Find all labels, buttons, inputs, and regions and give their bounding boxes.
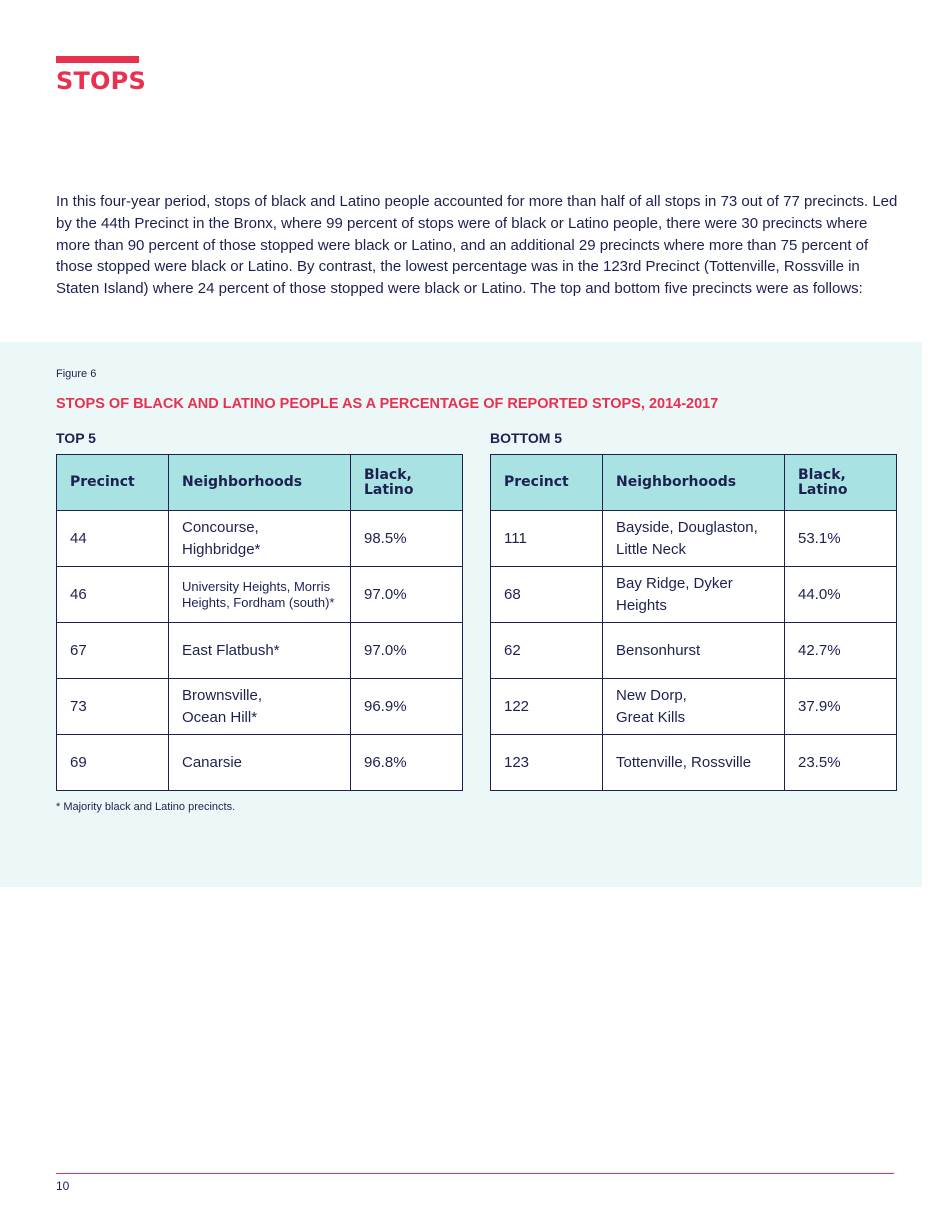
percent-cell: 96.8% <box>351 735 463 791</box>
figure-label: Figure 6 <box>56 368 97 380</box>
percent-cell: 53.1% <box>785 511 897 567</box>
table-row <box>57 511 463 567</box>
neighborhoods-cell: New Dorp, Great Kills <box>603 679 785 735</box>
precinct-cell: 111 <box>491 511 603 567</box>
precinct-cell: 122 <box>491 679 603 735</box>
precinct-cell: 73 <box>57 679 169 735</box>
bottom5-table <box>490 454 897 791</box>
precinct-cell: 62 <box>491 623 603 679</box>
neighborhoods-cell: Tottenville, Rossville <box>603 735 785 791</box>
precinct-cell: 67 <box>57 623 169 679</box>
percent-cell: 23.5% <box>785 735 897 791</box>
neighborhoods-cell: University Heights, Morris Heights, Fordham (south)* <box>169 567 351 623</box>
neighborhoods-cell: Brownsville, Ocean Hill* <box>169 679 351 735</box>
table-row <box>57 679 463 735</box>
percent-cell: 97.0% <box>351 623 463 679</box>
bottom5-heading: BOTTOM 5 <box>490 430 563 446</box>
neighborhoods-cell: Bayside, Douglaston, Little Neck <box>603 511 785 567</box>
table-header-row <box>57 455 463 511</box>
percent-cell: 96.9% <box>351 679 463 735</box>
table-row <box>57 735 463 791</box>
header-black-latino: Black, Latino <box>351 455 463 511</box>
table-row <box>57 567 463 623</box>
section-title: STOPS <box>56 67 146 95</box>
header-precinct: Precinct <box>57 455 169 511</box>
percent-cell: 44.0% <box>785 567 897 623</box>
footer-rule <box>56 1173 894 1174</box>
neighborhoods-cell: Bay Ridge, Dyker Heights <box>603 567 785 623</box>
top5-heading: TOP 5 <box>56 430 96 446</box>
accent-bar <box>56 56 139 63</box>
header-black-latino: Black, Latino <box>785 455 897 511</box>
precinct-cell: 123 <box>491 735 603 791</box>
neighborhoods-cell: East Flatbush* <box>169 623 351 679</box>
page-number: 10 <box>56 1179 70 1193</box>
intro-paragraph: In this four-year period, stops of black and Latino people accounted for more than half of all stops in 73 out of 77 precincts. Led by the 44th Precinct in the Bronx, where 99 percent of stops were of black or Latino people, there were 30 precincts where more than 90 percent of those stopped were black or Latino, and an additional 29 precincts where more than 75 percent of those stopped were black or Latino. By contrast, the lowest percentage was in the 123rd Precinct (Tottenville, Rossville in Staten Island) where 24 percent of those stopped were black or Latino. The top and bottom five precincts were as follows: <box>56 193 898 298</box>
top5-table <box>56 454 463 791</box>
percent-cell: 97.0% <box>351 567 463 623</box>
percent-cell: 98.5% <box>351 511 463 567</box>
figure-footnote: * Majority black and Latino precincts. <box>56 801 236 813</box>
table-header-row <box>491 455 897 511</box>
table-row <box>57 623 463 679</box>
percent-cell: 37.9% <box>785 679 897 735</box>
precinct-cell: 46 <box>57 567 169 623</box>
precinct-cell: 68 <box>491 567 603 623</box>
table-row <box>491 567 897 623</box>
table-row <box>491 735 897 791</box>
table-row <box>491 679 897 735</box>
percent-cell: 42.7% <box>785 623 897 679</box>
neighborhoods-cell: Bensonhurst <box>603 623 785 679</box>
figure-title: STOPS OF BLACK AND LATINO PEOPLE AS A PERCENTAGE OF REPORTED STOPS, 2014-2017 <box>56 396 719 412</box>
header-precinct: Precinct <box>491 455 603 511</box>
header-neighborhoods: Neighborhoods <box>169 455 351 511</box>
header-neighborhoods: Neighborhoods <box>603 455 785 511</box>
precinct-cell: 44 <box>57 511 169 567</box>
table-row <box>491 511 897 567</box>
neighborhoods-cell: Canarsie <box>169 735 351 791</box>
precinct-cell: 69 <box>57 735 169 791</box>
neighborhoods-cell: Concourse, Highbridge* <box>169 511 351 567</box>
table-row <box>491 623 897 679</box>
